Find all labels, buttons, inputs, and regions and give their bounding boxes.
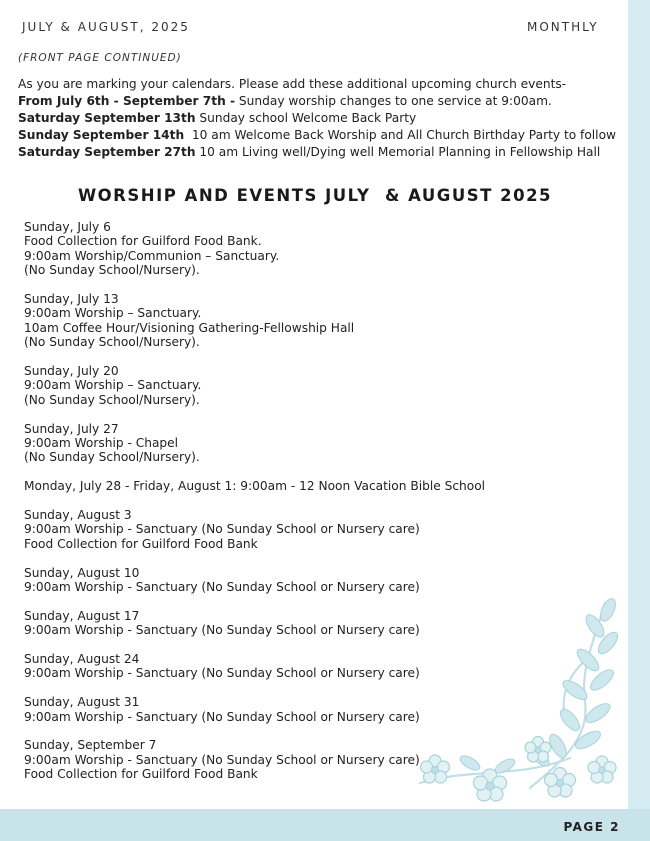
intro-item-date: Saturday September 27th	[18, 145, 196, 159]
header-type: MONTHLY	[527, 20, 599, 34]
event-date: Sunday, July 13	[24, 292, 119, 307]
event-date: Sunday, August 17	[24, 608, 140, 623]
intro-item-text: Sunday worship changes to one service at 9:00am.	[235, 94, 552, 108]
event-date: Sunday, August 3	[24, 508, 132, 523]
event-detail: 9:00am Worship - Chapel	[24, 436, 179, 451]
event-detail: 9:00am Worship - Sanctuary (No Sunday School or Nursery care)	[24, 666, 420, 681]
section-title: WORSHIP AND EVENTS JULY & AUGUST 2025	[77, 186, 553, 205]
intro-item	[18, 144, 633, 161]
intro-item	[18, 110, 633, 127]
event-detail: 10am Coffee Hour/Visioning Gathering-Fellowship Hall	[24, 320, 355, 335]
event-item	[24, 364, 584, 407]
event-detail: (No Sunday School/Nursery).	[24, 450, 200, 465]
event-item	[24, 566, 584, 595]
event-date: Sunday, August 31	[24, 695, 140, 710]
event-detail: 9:00am Worship – Sanctuary.	[24, 306, 202, 321]
intro-item-date: From July 6th - September 7th -	[18, 94, 236, 108]
event-date: Sunday, August 24	[24, 652, 140, 667]
intro-item-text: 10 am Living well/Dying well Memorial Planning in Fellowship Hall	[195, 145, 601, 159]
intro-item-date: Saturday September 13th	[18, 111, 196, 125]
event-date: Sunday, July 27	[24, 421, 119, 436]
event-date: Sunday, August 10	[24, 565, 140, 580]
floral-decoration-icon	[410, 598, 630, 808]
event-detail: 9:00am Worship - Sanctuary (No Sunday School or Nursery care)	[24, 752, 420, 767]
event-item	[24, 220, 584, 278]
intro-item-date: Sunday September 14th	[18, 128, 185, 142]
intro-item	[18, 93, 633, 110]
event-detail: Food Collection for Guilford Food Bank	[24, 767, 258, 782]
event-item	[24, 508, 584, 551]
page-number: PAGE 2	[563, 820, 620, 834]
event-item	[24, 422, 584, 465]
event-detail: 9:00am Worship – Sanctuary.	[24, 378, 202, 393]
intro-block	[18, 76, 633, 161]
event-detail: (No Sunday School/Nursery).	[24, 263, 200, 278]
event-date: Sunday, July 6	[24, 220, 111, 234]
event-detail: 9:00am Worship - Sanctuary (No Sunday School or Nursery care)	[24, 709, 420, 724]
event-date: Sunday, September 7	[24, 738, 157, 753]
footer-bar	[0, 809, 650, 841]
event-detail: (No Sunday School/Nursery).	[24, 335, 200, 350]
event-detail: Food Collection for Guilford Food Bank	[24, 536, 258, 551]
event-detail: Food Collection for Guilford Food Bank.	[24, 234, 262, 249]
event-detail: 9:00am Worship/Communion – Sanctuary.	[24, 248, 280, 263]
event-detail: 9:00am Worship - Sanctuary (No Sunday School or Nursery care)	[24, 580, 420, 595]
event-date: Monday, July 28 - Friday, August 1: 9:00am - 12 Noon Vacation Bible School	[24, 479, 486, 494]
intro-lead: As you are marking your calendars. Please add these additional upcoming church events-	[18, 77, 567, 91]
intro-item	[18, 127, 633, 144]
event-detail: 9:00am Worship - Sanctuary (No Sunday School or Nursery care)	[24, 522, 420, 537]
intro-item-text: Sunday school Welcome Back Party	[195, 111, 417, 125]
front-page-continued: (FRONT PAGE CONTINUED)	[18, 52, 182, 64]
event-detail: (No Sunday School/Nursery).	[24, 392, 200, 407]
intro-item-text: 10 am Welcome Back Worship and All Church Birthday Party to follow	[184, 128, 616, 142]
event-item	[24, 479, 584, 493]
header-date: JULY & AUGUST, 2025	[22, 20, 190, 34]
event-date: Sunday, July 20	[24, 364, 119, 379]
event-item	[24, 292, 584, 350]
event-detail: 9:00am Worship - Sanctuary (No Sunday School or Nursery care)	[24, 623, 420, 638]
